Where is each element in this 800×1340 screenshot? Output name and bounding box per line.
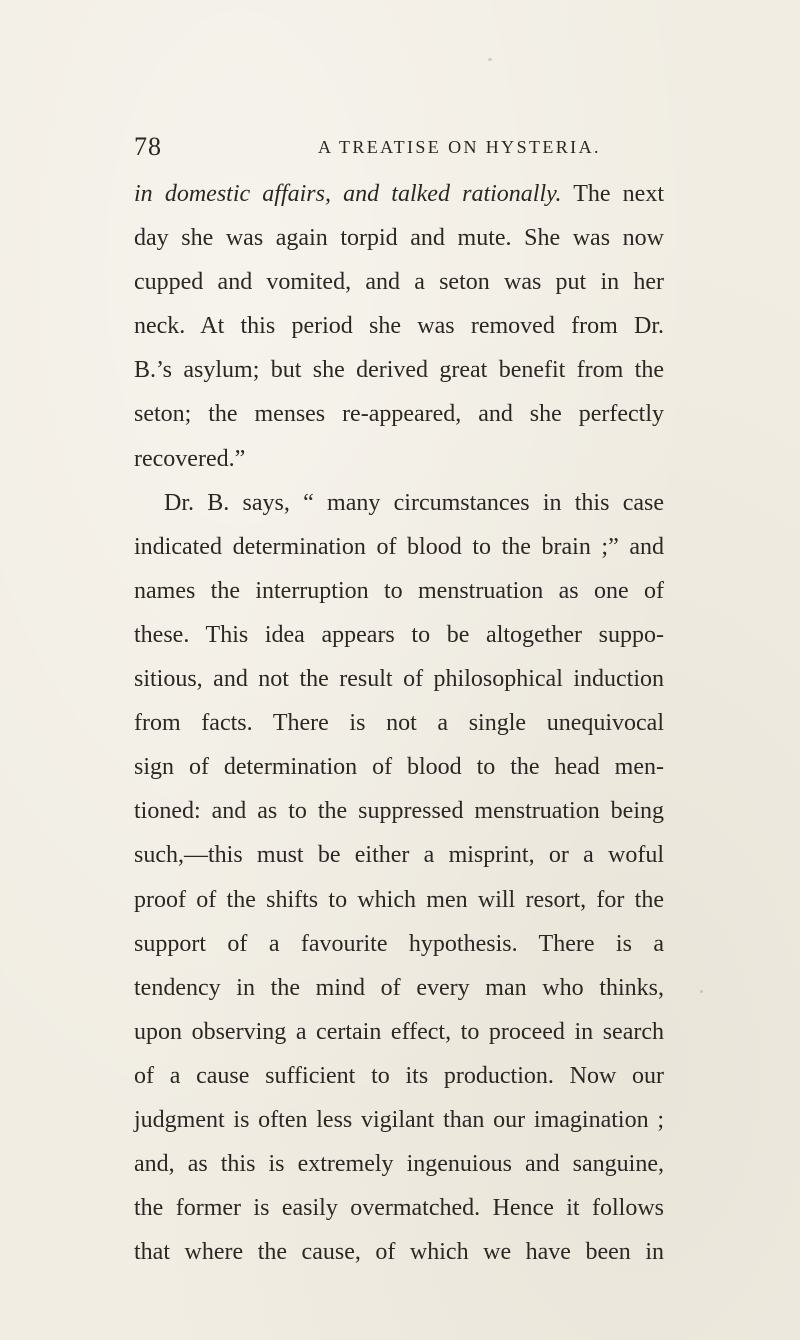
text-line: from facts. There is not a single unequivocal	[134, 710, 664, 737]
text-line: B.’s asylum; but she derived great benefit from the	[134, 357, 664, 384]
text-line: seton; the menses re-appeared, and she perfectly	[134, 401, 664, 428]
text-line: support of a favourite hypothesis. There is a	[134, 930, 664, 957]
text-line: indicated determination of blood to the brain ;” and	[134, 533, 664, 560]
running-title: A TREATISE ON HYSTERIA.	[318, 137, 601, 157]
italic-phrase: in domestic affairs, and talked rationally.	[134, 181, 562, 207]
text-line: tioned: and as to the suppressed menstruation being	[134, 798, 664, 825]
paragraph-end-line: recovered.”	[134, 445, 246, 472]
paper-speck	[488, 58, 492, 61]
text-line: names the interruption to menstruation as one of	[134, 577, 664, 604]
text-line: and, as this is extremely ingenuious and sanguine,	[134, 1151, 664, 1178]
text-line: such,—this must be either a misprint, or a woful	[134, 842, 664, 869]
text-line: of a cause sufficient to its production. Now our	[134, 1062, 664, 1089]
text-line: cupped and vomited, and a seton was put in her	[134, 269, 664, 296]
text-line: day she was again torpid and mute. She was now	[134, 225, 664, 252]
text-line: judgment is often less vigilant than our imagination ;	[134, 1106, 664, 1133]
text-line: these. This idea appears to be altogether suppo-	[134, 621, 664, 648]
paper-speck	[430, 1242, 432, 1246]
text-line: upon observing a certain effect, to proceed in search	[134, 1018, 664, 1045]
paragraph-start-line: Dr. B. says, “ many circumstances in this case	[164, 489, 664, 516]
text-line: neck. At this period she was removed from Dr.	[134, 313, 664, 340]
body-text	[134, 172, 664, 1274]
paper-speck	[700, 990, 703, 993]
text-line: proof of the shifts to which men will resort, for the	[134, 886, 664, 913]
text-line: sitious, and not the result of philosophical induction	[134, 666, 664, 693]
text-line-rest: The next	[573, 181, 664, 207]
text-line: the former is easily overmatched. Hence it follows	[134, 1195, 664, 1222]
text-line: tendency in the mind of every man who thinks,	[134, 974, 664, 1001]
text-line	[134, 172, 664, 216]
text-line: sign of determination of blood to the head men-	[134, 754, 664, 781]
text-line: that where the cause, of which we have been in	[134, 1239, 664, 1266]
running-head	[134, 132, 664, 164]
page-number: 78	[134, 132, 162, 161]
